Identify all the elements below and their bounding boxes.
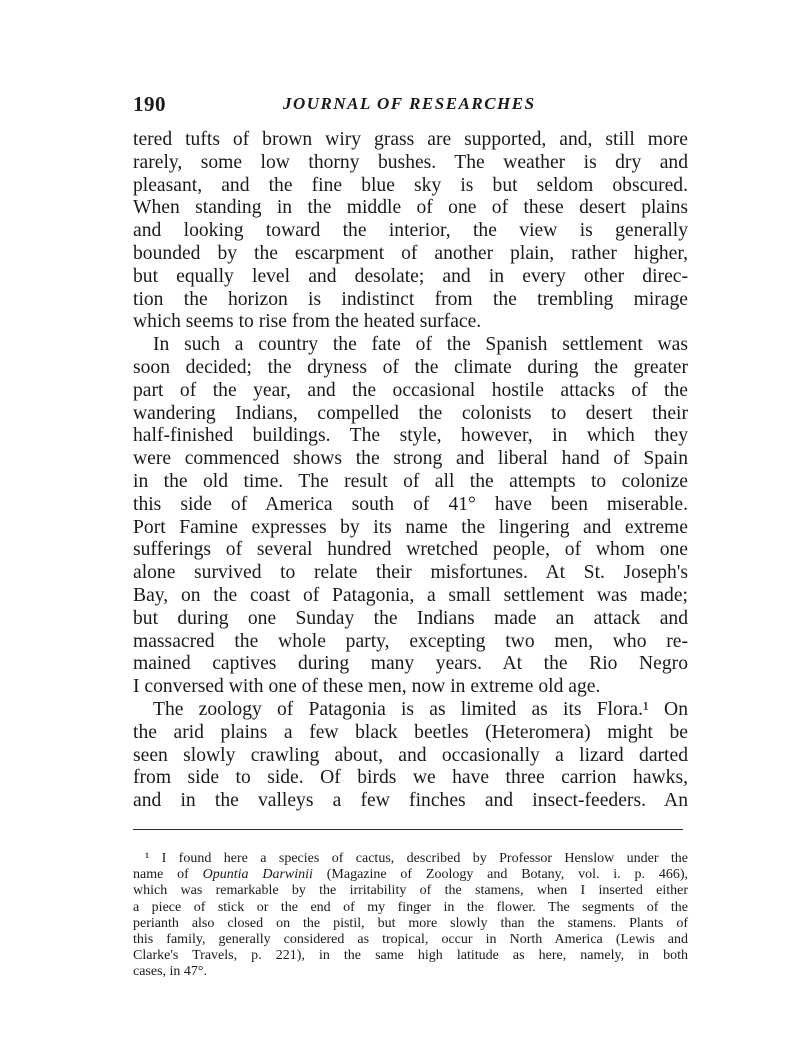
text-line: the arid plains a few black beetles (Heteromera) might be [133, 721, 688, 743]
text-line: mained captives during many years. At the Rio Negro [133, 653, 688, 675]
text-line: sufferings of several hundred wretched people, of whom one [133, 539, 688, 561]
text-line: Port Famine expresses by its name the lingering and extreme [133, 516, 688, 538]
text-line: half-finished buildings. The style, however, in which they [133, 425, 688, 447]
footnote-line: cases, in 47°. [133, 964, 208, 980]
footnote-divider [133, 829, 683, 830]
footnote-text: name of [133, 867, 203, 883]
text-line: and looking toward the interior, the view is generally [133, 220, 688, 242]
text-line: and in the valleys a few finches and insect-feeders. An [133, 790, 688, 812]
text-line: which seems to rise from the heated surface. [133, 311, 482, 333]
text-line: but during one Sunday the Indians made an attack and [133, 607, 688, 629]
text-line: pleasant, and the fine blue sky is but seldom obscured. [133, 174, 688, 196]
footnote-line: ¹ I found here a species of cactus, described by Professor Henslow under the [145, 851, 688, 866]
text-line: in the old time. The result of all the attempts to colonize [133, 470, 688, 492]
text-line: massacred the whole party, excepting two men, who re- [133, 630, 688, 652]
page-number: 190 [133, 92, 166, 116]
footnote-text: (Magazine of Zoology and Botany, vol. i. p. 466), [312, 867, 688, 883]
footnote-line: Clarke's Travels, p. 221), in the same high latitude as here, namely, in both [133, 948, 688, 964]
text-line: soon decided; the dryness of the climate during the greater [133, 356, 688, 378]
text-line: tion the horizon is indistinct from the trembling mirage [133, 288, 688, 310]
text-line: bounded by the escarpment of another plain, rather higher, [133, 242, 688, 264]
text-line: In such a country the fate of the Spanish settlement was [153, 334, 688, 356]
text-line: alone survived to relate their misfortunes. At St. Joseph's [133, 562, 688, 584]
text-line: wandering Indians, compelled the colonists to desert their [133, 402, 688, 424]
footnote-line: a piece of stick or the end of my finger in the flower. The segments of the [133, 899, 688, 915]
text-line: part of the year, and the occasional hostile attacks of the [133, 379, 688, 401]
text-line: from side to side. Of birds we have three carrion hawks, [133, 767, 688, 789]
text-line: The zoology of Patagonia is as limited as its Flora.¹ On [153, 698, 688, 720]
running-title: JOURNAL OF RESEARCHES [283, 94, 536, 113]
text-line: Bay, on the coast of Patagonia, a small settlement was made; [133, 584, 688, 606]
text-line: but equally level and desolate; and in every other direc- [133, 265, 688, 287]
text-line: tered tufts of brown wiry grass are supported, and, still more [133, 129, 688, 150]
footnote-line: perianth also closed on the pistil, but more slowly than the stamens. Plants of [133, 915, 688, 931]
text-line: When standing in the middle of one of these desert plains [133, 197, 688, 219]
species-name: Opuntia Darwinii [202, 867, 313, 883]
text-line: I conversed with one of these men, now in extreme old age. [133, 676, 601, 698]
text-line: were commenced shows the strong and liberal hand of Spain [133, 448, 688, 470]
footnote [133, 851, 688, 981]
text-line: rarely, some low thorny bushes. The weather is dry and [133, 151, 688, 173]
footnote-line: which was remarkable by the irritability of the stamens, when I inserted either [133, 883, 688, 899]
text-line: seen slowly crawling about, and occasionally a lizard darted [133, 744, 688, 766]
footnote-line: this family, generally considered as tropical, occur in North America (Lewis and [133, 931, 688, 947]
footnote-line [133, 867, 688, 883]
text-line: this side of America south of 41° have been miserable. [133, 493, 688, 515]
page-header [133, 92, 693, 122]
body-text [133, 129, 688, 813]
